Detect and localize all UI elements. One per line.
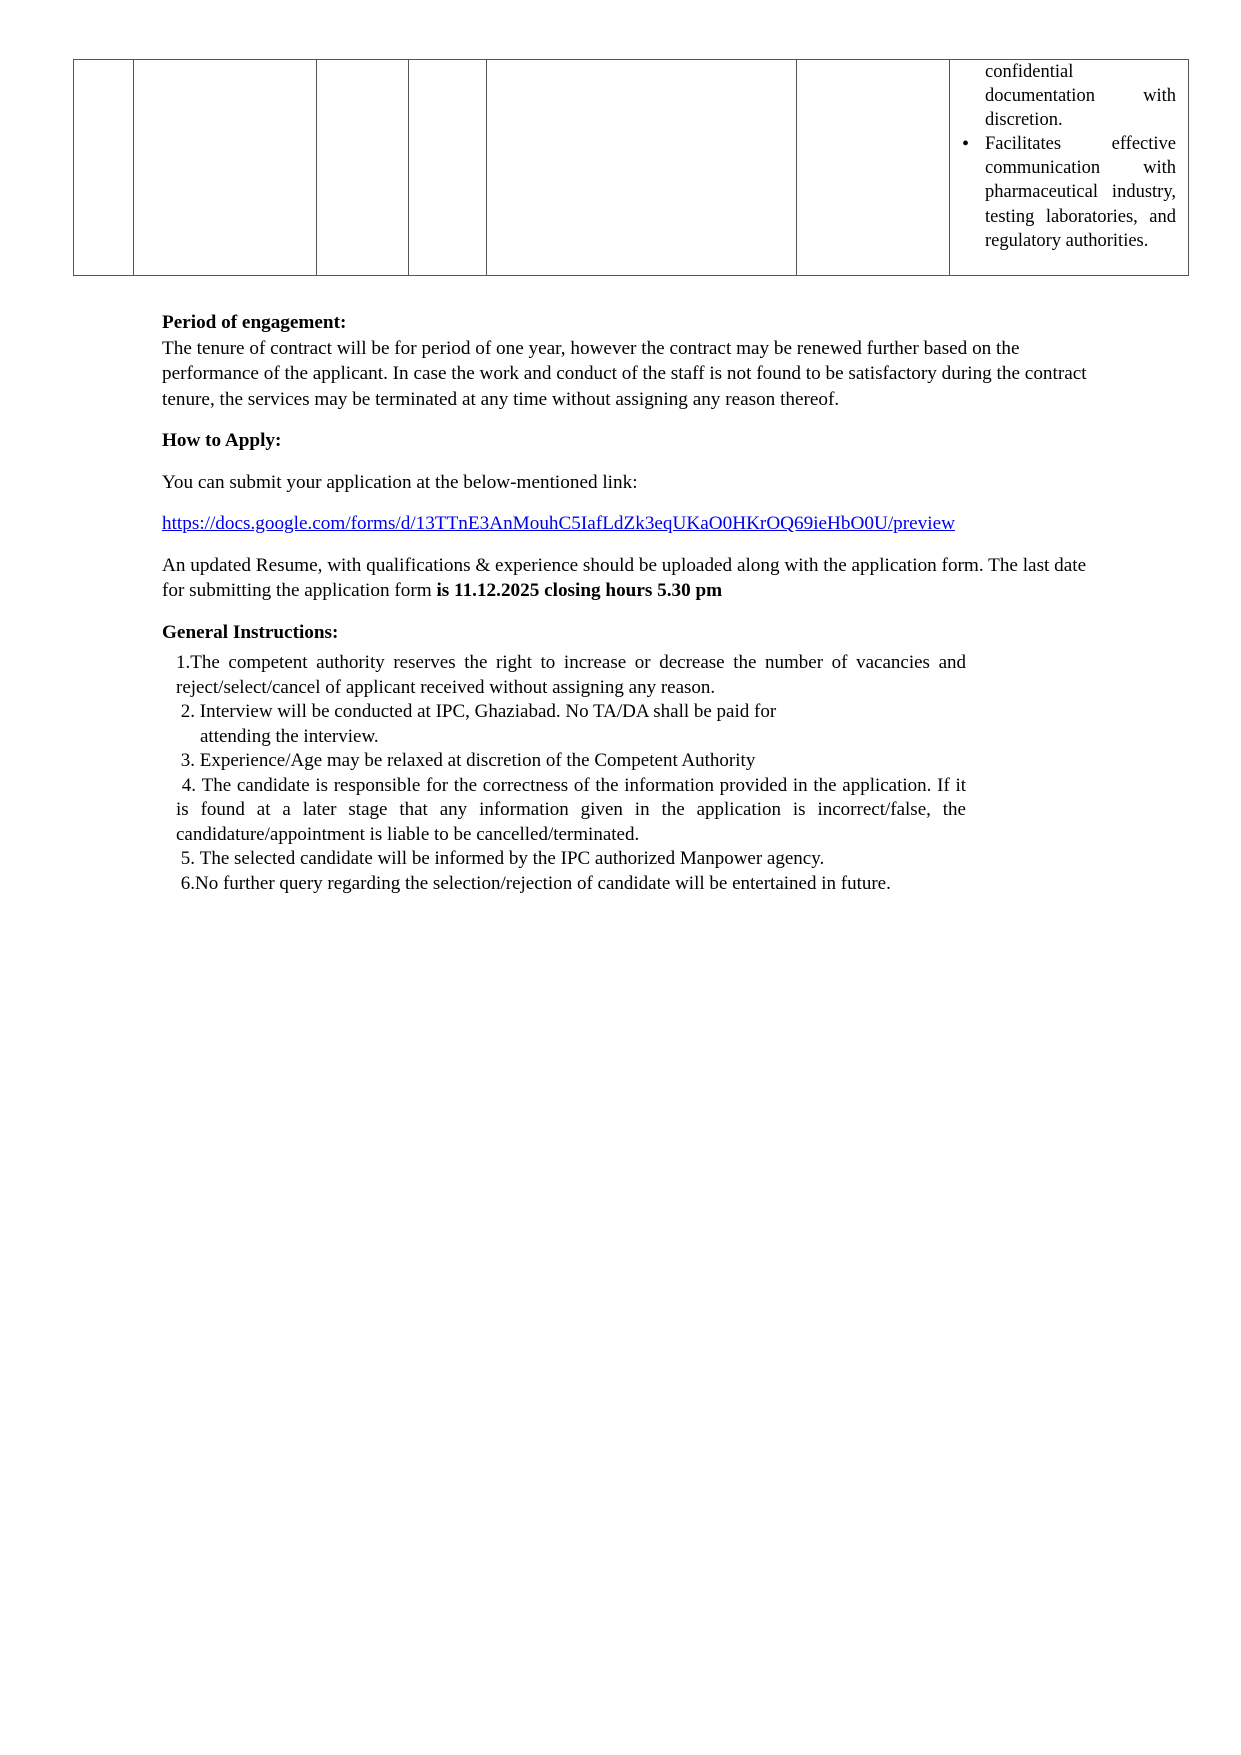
table-cell [409,60,487,276]
application-form-link[interactable]: https://docs.google.com/forms/d/13TTnE3AnMouhC5IafLdZk3eqUKaO0HKrOQ69ieHbO0U/preview [162,513,955,534]
list-item-number: 1. [176,652,191,673]
list-item [176,847,966,872]
list-item-text: The selected candidate will be informed by the IPC authorized Manpower agency. [199,848,825,869]
deadline-text: is 11.12.2025 closing hours 5.30 pm [436,580,723,601]
list-item [176,651,966,700]
resume-text: An updated Resume, with qualifications & experience should be uploaded along with the application form. The last date for submitting the application form [162,554,1087,601]
table-cell [317,60,409,276]
table-cell [487,60,797,276]
list-item [176,700,966,725]
list-item-text: The competent authority reserves the right to increase or decrease the number of vacancies and reject/select/cancel of applicant received without assigning any reason. [176,652,966,698]
list-item-text: No further query regarding the selection/rejection of candidate will be entertained in future. [195,872,891,894]
apply-intro: You can submit your application at the below-mentioned link: [162,471,638,493]
list-item [176,749,966,774]
list-item-number: 5. [180,848,195,869]
duties-cell [950,60,1189,276]
list-item-number: 6. [180,872,195,894]
list-item-number: 2. [180,701,195,722]
instructions-list [176,651,966,896]
list-item [176,774,966,848]
main-content [162,310,1092,896]
duties-table-continuation [73,59,1189,276]
table-row [74,60,1189,276]
how-to-apply-heading: How to Apply: [162,430,282,451]
general-instructions-heading: General Instructions: [162,621,339,643]
list-item-text: Experience/Age may be relaxed at discretion of the Competent Authority [199,750,756,771]
list-item-continuation: attending the interview. [200,725,379,747]
list-item-number: 3. [180,750,195,771]
duty-item: • Facilitates effective communication with pharmaceutical industry, testing laboratories, and regulatory authorities. [958,132,1176,252]
list-item-text: The candidate is responsible for the correctness of the information provided in the application. If it is found at a later stage that any information given in the application is incorrect/false, the candidature/appointment is liable to be cancelled/terminated. [176,774,967,845]
list-item [176,872,966,897]
resume-instructions [162,553,1092,604]
list-item-text: Interview will be conducted at IPC, Ghaziabad. No TA/DA shall be paid for [199,701,777,722]
period-heading: Period of engagement: [162,312,347,333]
period-text: The tenure of contract will be for period of one year, however the contract may be renewed further based on the performance of the applicant. In case the work and conduct of the staff is not found to be satisfactory during the contract tenure, the services may be terminated at any time without assigning any reason thereof. [162,337,1087,410]
table-cell [797,60,950,276]
application-link-line [162,511,1092,537]
duty-item-continued: confidential documentation with discretion. [985,62,1176,131]
list-item-number: 4. [181,774,196,796]
table-cell [74,60,134,276]
table-cell [134,60,317,276]
